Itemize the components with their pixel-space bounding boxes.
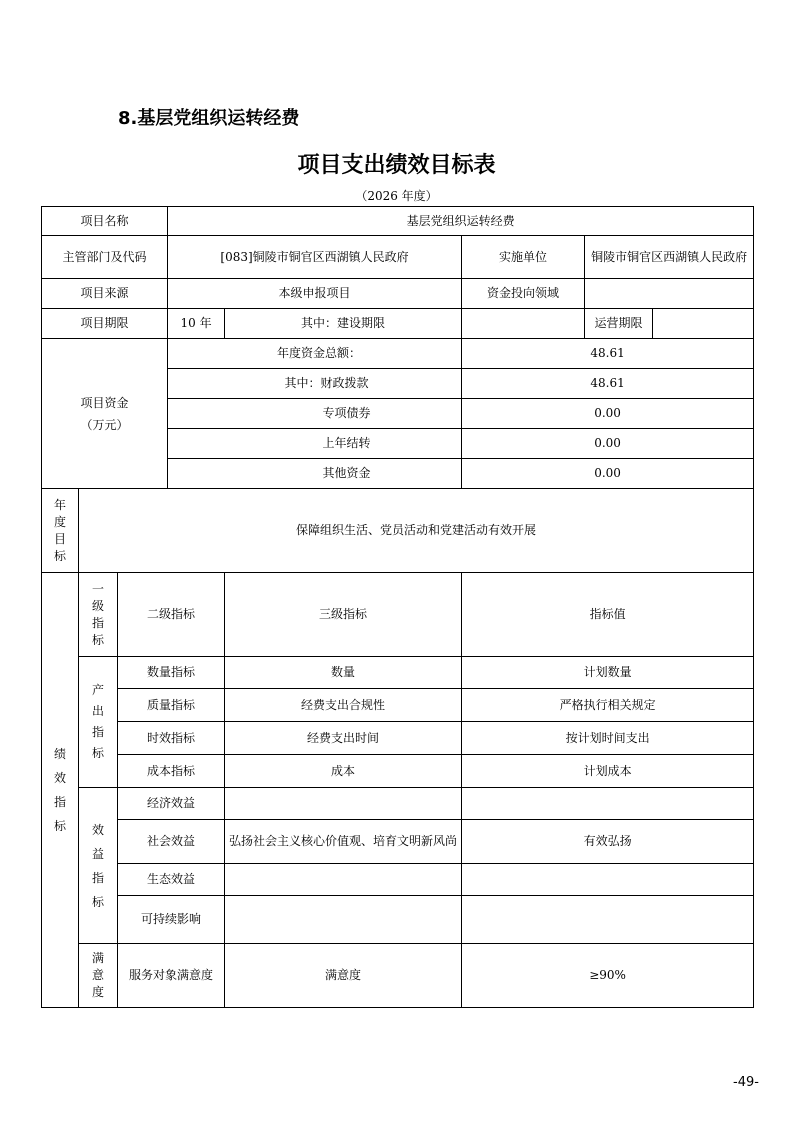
annual-goal-label: 年 度 目 标: [42, 489, 79, 573]
level3-cell: [225, 896, 462, 944]
fund-row-label: 其中：财政拨款: [168, 369, 462, 399]
level2-cell: 质量指标: [118, 689, 225, 722]
level2-cell: 可持续影响: [118, 896, 225, 944]
implementing-unit-label: 实施单位: [462, 236, 585, 279]
investment-field-value: [585, 279, 754, 309]
table-row: [42, 722, 754, 755]
row-fund-total: [42, 339, 754, 369]
fund-row-value: 0.00: [462, 399, 754, 429]
level2-cell: 经济效益: [118, 788, 225, 820]
row-project-name: [42, 207, 754, 236]
department-label: 主管部门及代码: [42, 236, 168, 279]
fund-row-label: 其他资金: [168, 459, 462, 489]
investment-field-label: 资金投向领域: [462, 279, 585, 309]
benefit-indicator-label: 效 益 指 标: [79, 788, 118, 944]
fund-row-label: 专项债券: [168, 399, 462, 429]
level3-header: 三级指标: [225, 573, 462, 657]
level3-cell: 成本: [225, 755, 462, 788]
row-annual-goal: [42, 489, 754, 573]
fiscal-year: （2026 年度）: [355, 189, 438, 203]
operation-period-label: 运营期限: [585, 309, 653, 339]
annual-goal-text: 保障组织生活、党员活动和党建活动有效开展: [79, 489, 754, 573]
row-period: [42, 309, 754, 339]
table-row: [42, 896, 754, 944]
level2-cell: 社会效益: [118, 820, 225, 864]
value-cell: [462, 788, 754, 820]
value-cell: 按计划时间支出: [462, 722, 754, 755]
fund-row-label: 上年结转: [168, 429, 462, 459]
value-cell: ≥90%: [462, 944, 754, 1008]
performance-label: 绩 效 指 标: [42, 573, 79, 1008]
performance-goal-table: [41, 206, 754, 1008]
row-indicator-header: [42, 573, 754, 657]
level3-cell: 经费支出合规性: [225, 689, 462, 722]
value-header: 指标值: [462, 573, 754, 657]
value-cell: 严格执行相关规定: [462, 689, 754, 722]
table-row: [42, 689, 754, 722]
project-period-value: 10 年: [168, 309, 225, 339]
level2-cell: 服务对象满意度: [118, 944, 225, 1008]
fund-row-value: 0.00: [462, 429, 754, 459]
value-cell: 有效弘扬: [462, 820, 754, 864]
level3-cell: 满意度: [225, 944, 462, 1008]
project-name-value: 基层党组织运转经费: [168, 207, 754, 236]
operation-period-value: [653, 309, 754, 339]
section-heading: 8.基层党组织运转经费: [118, 108, 300, 129]
table-row: [42, 657, 754, 689]
level2-header: 二级指标: [118, 573, 225, 657]
page-number: -49-: [733, 1075, 759, 1090]
row-department: [42, 236, 754, 279]
table-title: 项目支出绩效目标表: [297, 153, 496, 178]
table-row: [42, 755, 754, 788]
value-cell: 计划成本: [462, 755, 754, 788]
output-indicator-label: 产 出 指 标: [79, 657, 118, 788]
level3-cell: 数量: [225, 657, 462, 689]
value-cell: [462, 864, 754, 896]
department-value: [083]铜陵市铜官区西湖镇人民政府: [168, 236, 462, 279]
fund-row-value: 48.61: [462, 369, 754, 399]
level3-cell: 弘扬社会主义核心价值观、培育文明新风尚: [225, 820, 462, 864]
level2-cell: 时效指标: [118, 722, 225, 755]
table-row: [42, 788, 754, 820]
level2-cell: 成本指标: [118, 755, 225, 788]
project-period-label: 项目期限: [42, 309, 168, 339]
table-row: [42, 944, 754, 1008]
project-source-label: 项目来源: [42, 279, 168, 309]
satisfaction-indicator-label: 满 意 度: [79, 944, 118, 1008]
project-source-value: 本级申报项目: [168, 279, 462, 309]
fund-row-label: 年度资金总额：: [168, 339, 462, 369]
level3-cell: 经费支出时间: [225, 722, 462, 755]
value-cell: 计划数量: [462, 657, 754, 689]
project-name-label: 项目名称: [42, 207, 168, 236]
level1-header: 一 级 指 标: [79, 573, 118, 657]
level3-cell: [225, 864, 462, 896]
level2-cell: 生态效益: [118, 864, 225, 896]
row-source: [42, 279, 754, 309]
value-cell: [462, 896, 754, 944]
level2-cell: 数量指标: [118, 657, 225, 689]
level3-cell: [225, 788, 462, 820]
fund-row-value: 0.00: [462, 459, 754, 489]
fund-row-value: 48.61: [462, 339, 754, 369]
funds-label: 项目资金 （万元）: [42, 339, 168, 489]
table-row: [42, 864, 754, 896]
implementing-unit-value: 铜陵市铜官区西湖镇人民政府: [585, 236, 754, 279]
table-row: [42, 820, 754, 864]
construction-period-value: [462, 309, 585, 339]
construction-period-label: 其中：建设期限: [225, 309, 462, 339]
